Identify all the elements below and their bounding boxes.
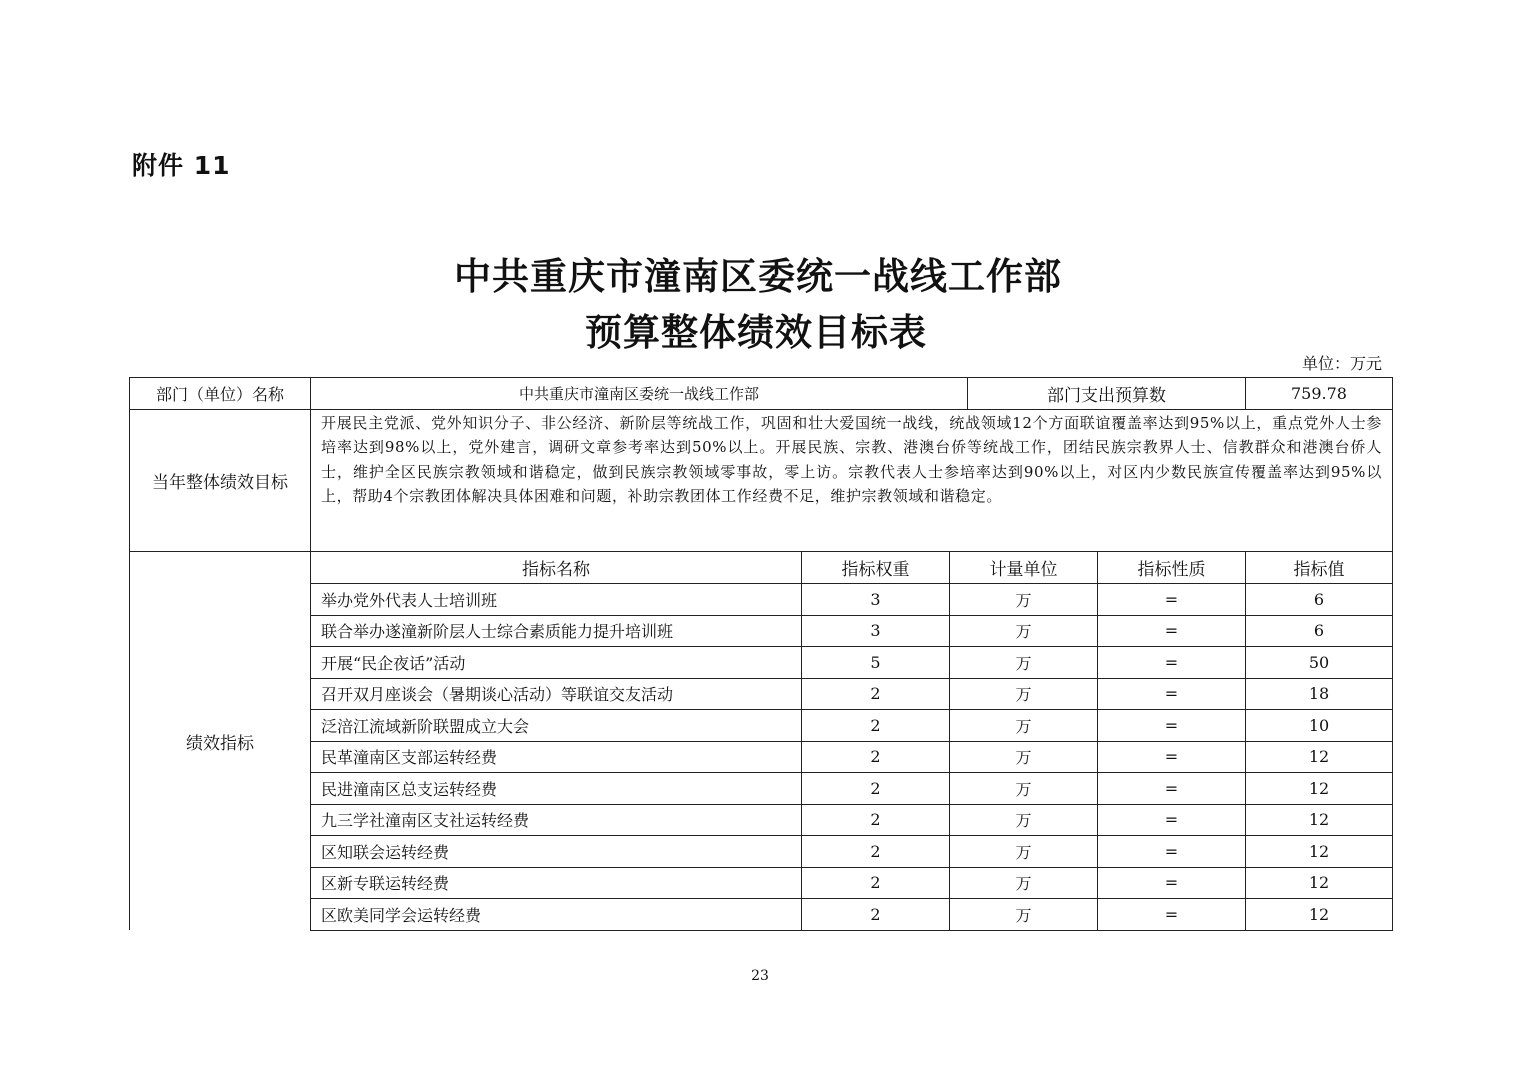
budget-value: 759.78	[1246, 378, 1393, 410]
indicator-weight: 2	[802, 899, 950, 931]
page-title-line1: 中共重庆市潼南区委统一战线工作部	[454, 255, 1062, 298]
indicator-nature: =	[1098, 710, 1246, 742]
indicator-name: 区新专联运转经费	[311, 867, 802, 899]
page-number: 23	[751, 968, 769, 984]
table-row	[130, 867, 1393, 899]
indicator-name: 举办党外代表人士培训班	[311, 584, 802, 616]
indicator-value: 6	[1246, 584, 1393, 616]
indicator-name: 泛涪江流域新阶联盟成立大会	[311, 710, 802, 742]
indicator-value: 12	[1246, 804, 1393, 836]
indicator-unit: 万	[950, 678, 1098, 710]
dept-name-value: 中共重庆市潼南区委统一战线工作部	[311, 378, 968, 410]
indicator-value: 12	[1246, 741, 1393, 773]
table-row	[130, 773, 1393, 805]
indicator-name: 召开双月座谈会（暑期谈心活动）等联谊交友活动	[311, 678, 802, 710]
indicator-value: 18	[1246, 678, 1393, 710]
col-header-weight: 指标权重	[802, 552, 950, 584]
indicator-unit: 万	[950, 899, 1098, 931]
indicator-nature: =	[1098, 867, 1246, 899]
indicator-value: 12	[1246, 867, 1393, 899]
indicator-unit: 万	[950, 836, 1098, 868]
attachment-label: 附件 11	[132, 151, 231, 180]
indicator-name: 民进潼南区总支运转经费	[311, 773, 802, 805]
indicator-name: 九三学社潼南区支社运转经费	[311, 804, 802, 836]
indicator-name: 区知联会运转经费	[311, 836, 802, 868]
indicator-unit: 万	[950, 741, 1098, 773]
indicator-nature: =	[1098, 804, 1246, 836]
goal-label: 当年整体绩效目标	[130, 410, 311, 552]
indicator-weight: 2	[802, 678, 950, 710]
indicator-weight: 2	[802, 867, 950, 899]
indicator-value: 50	[1246, 647, 1393, 679]
indicator-weight: 5	[802, 647, 950, 679]
table-row	[130, 836, 1393, 868]
indicator-unit: 万	[950, 647, 1098, 679]
indicator-value: 12	[1246, 899, 1393, 931]
indicator-nature: =	[1098, 584, 1246, 616]
indicator-nature: =	[1098, 899, 1246, 931]
indicator-weight: 2	[802, 710, 950, 742]
indicator-value: 12	[1246, 836, 1393, 868]
indicator-name: 民革潼南区支部运转经费	[311, 741, 802, 773]
perf-label: 绩效指标	[130, 552, 311, 931]
unit-label: 单位：万元	[1301, 354, 1382, 373]
indicator-unit: 万	[950, 804, 1098, 836]
indicator-weight: 2	[802, 836, 950, 868]
indicator-weight: 3	[802, 584, 950, 616]
indicator-nature: =	[1098, 773, 1246, 805]
indicator-weight: 2	[802, 741, 950, 773]
dept-name-label: 部门（单位）名称	[130, 378, 311, 410]
table-row	[130, 899, 1393, 931]
goal-text: 开展民主党派、党外知识分子、非公经济、新阶层等统战工作，巩固和壮大爱国统一战线，统战领域12个方面联谊覆盖率达到95%以上，重点党外人士参培率达到98%以上，党外建言，调研文章参考率达到50%以上。开展民族、宗教、港澳台侨等统战工作，团结民族宗教界人士、信教群众和港澳台侨人士，维护全区民族宗教领域和谐稳定，做到民族宗教领域零事故，零上访。宗教代表人士参培率达到90%以上，对区内少数民族宣传覆盖率达到95%以上，帮助4个宗教团体解决具体困难和问题，补助宗教团体工作经费不足，维护宗教领域和谐稳定。	[311, 410, 1393, 552]
indicator-unit: 万	[950, 867, 1098, 899]
table-row	[130, 584, 1393, 616]
indicator-name: 联合举办遂潼新阶层人士综合素质能力提升培训班	[311, 615, 802, 647]
indicator-weight: 3	[802, 615, 950, 647]
indicator-name: 区欧美同学会运转经费	[311, 899, 802, 931]
table-row	[130, 710, 1393, 742]
indicator-unit: 万	[950, 710, 1098, 742]
indicator-nature: =	[1098, 678, 1246, 710]
table-row	[130, 741, 1393, 773]
indicator-name: 开展“民企夜话”活动	[311, 647, 802, 679]
indicator-header-row	[130, 552, 1393, 584]
col-header-value: 指标值	[1246, 552, 1393, 584]
budget-label: 部门支出预算数	[968, 378, 1246, 410]
performance-target-table	[129, 377, 1393, 931]
indicator-weight: 2	[802, 804, 950, 836]
indicator-unit: 万	[950, 584, 1098, 616]
goal-row	[130, 410, 1393, 552]
table-row	[130, 804, 1393, 836]
indicator-weight: 2	[802, 773, 950, 805]
dept-row	[130, 378, 1393, 410]
table-row	[130, 615, 1393, 647]
page-title-line2: 预算整体绩效目标表	[585, 311, 927, 354]
indicator-value: 12	[1246, 773, 1393, 805]
table-row	[130, 647, 1393, 679]
indicator-nature: =	[1098, 647, 1246, 679]
col-header-unit: 计量单位	[950, 552, 1098, 584]
indicator-nature: =	[1098, 615, 1246, 647]
indicator-unit: 万	[950, 615, 1098, 647]
indicator-value: 6	[1246, 615, 1393, 647]
indicator-value: 10	[1246, 710, 1393, 742]
col-header-name: 指标名称	[311, 552, 802, 584]
indicator-nature: =	[1098, 741, 1246, 773]
indicator-nature: =	[1098, 836, 1246, 868]
col-header-nature: 指标性质	[1098, 552, 1246, 584]
table-row	[130, 678, 1393, 710]
indicator-unit: 万	[950, 773, 1098, 805]
